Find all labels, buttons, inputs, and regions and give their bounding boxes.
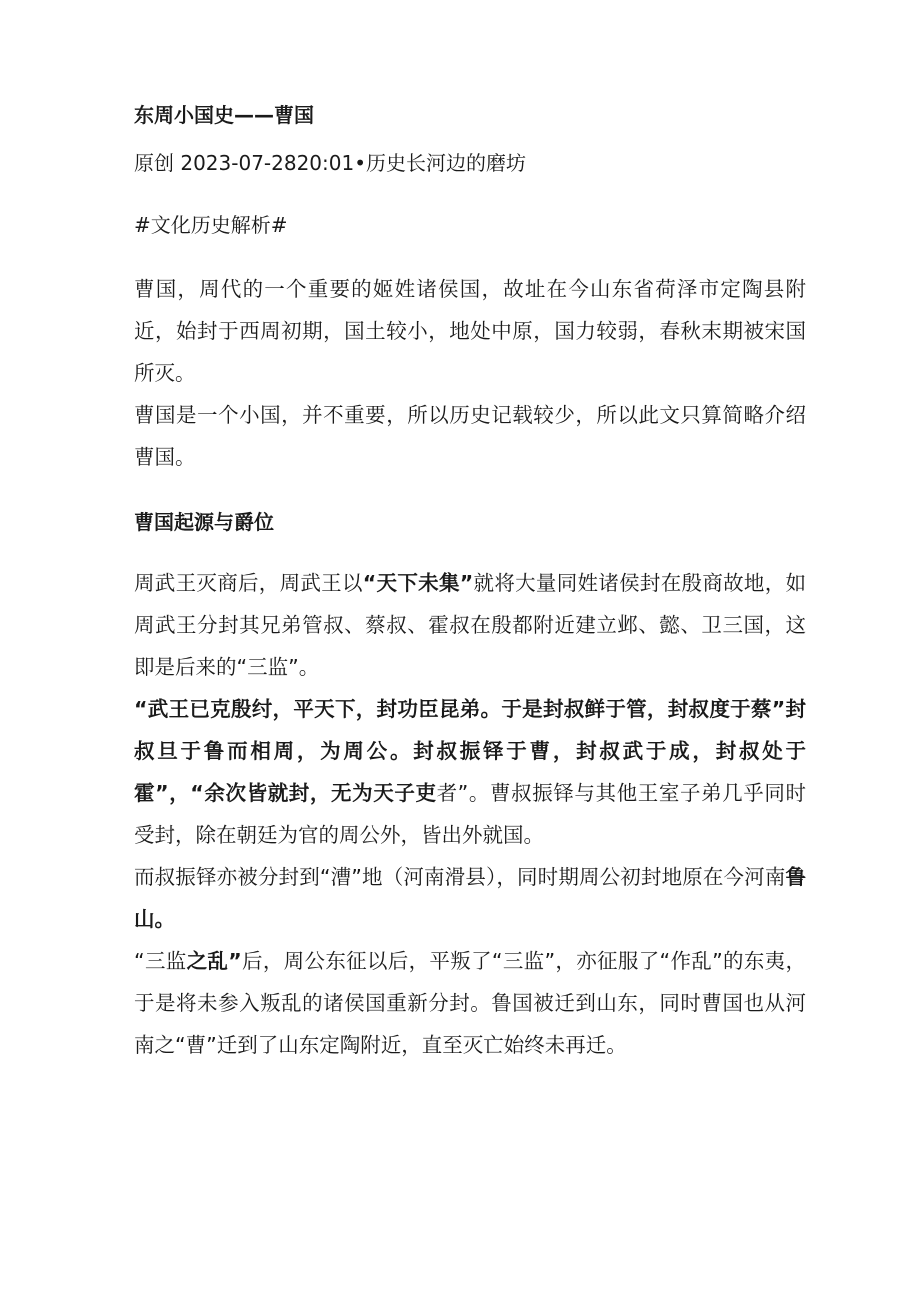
origin-p1-text-a: 周武王灭商后，周武王以 [134,571,363,595]
origin-p1-text-c: 就将大量同姓诸侯封在殷商故地，如周武王分封其兄弟管叔、蔡叔、霍叔在殷都附近建立邺、懿、卫三国，这即是后来的“三监”。 [134,571,807,679]
origin-paragraph-4 [134,940,806,1066]
origin-p4-text-a: “三监 [134,949,187,973]
origin-p2-text: 者”。曹叔振铎与其他王室子弟几乎同时受封，除在朝廷为官的周公外，皆出外就国。 [134,781,806,847]
origin-paragraph-2 [134,688,806,856]
article-tag: #文化历史解析# [134,213,288,237]
origin-p4-bold: 之乱” [186,949,242,973]
origin-paragraph-1 [134,562,806,688]
origin-p3-text: 而叔振铎亦被分封到“漕”地（河南滑县），同时期周公初封地原在今河南 [134,865,786,889]
origin-p1-quote: “天下未集” [362,571,474,595]
intro-paragraph-2: 曹国是一个小国，并不重要，所以历史记载较少，所以此文只算简略介绍曹国。 [134,403,806,469]
origin-p4-text-c: 后，周公东征以后，平叛了“三监”，亦征服了“作乱”的东夷，于是将未参入叛乱的诸侯国重新分封。鲁国被迁到山东，同时曹国也从河南之“曹”迁到了山东定陶附近，直至灭亡始终未再迁。 [134,949,807,1057]
intro-paragraph-1: 曹国，周代的一个重要的姬姓诸侯国，故址在今山东省荷泽市定陶县附近，始封于西周初期，国土较小，地处中原，国力较弱，春秋末期被宋国所灭。 [134,277,806,385]
origin-paragraph-3 [134,856,806,940]
origin-p3-place: 鲁山。 [134,865,806,931]
article-title: 东周小国史——曹国 [134,103,314,127]
article-meta: 原创 2023-07-2820:01•历史长河边的磨坊 [134,151,527,175]
origin-p2-quote: “武王已克殷纣，平天下，封功臣昆弟。于是封叔鲜于管，封叔度于蔡”封叔旦于鲁而相周，为周公。封叔振铎于曹，封叔武于成，封叔处于霍”，“余次皆就封，无为天子吏 [134,697,806,805]
section-heading-origin: 曹国起源与爵位 [134,510,274,534]
